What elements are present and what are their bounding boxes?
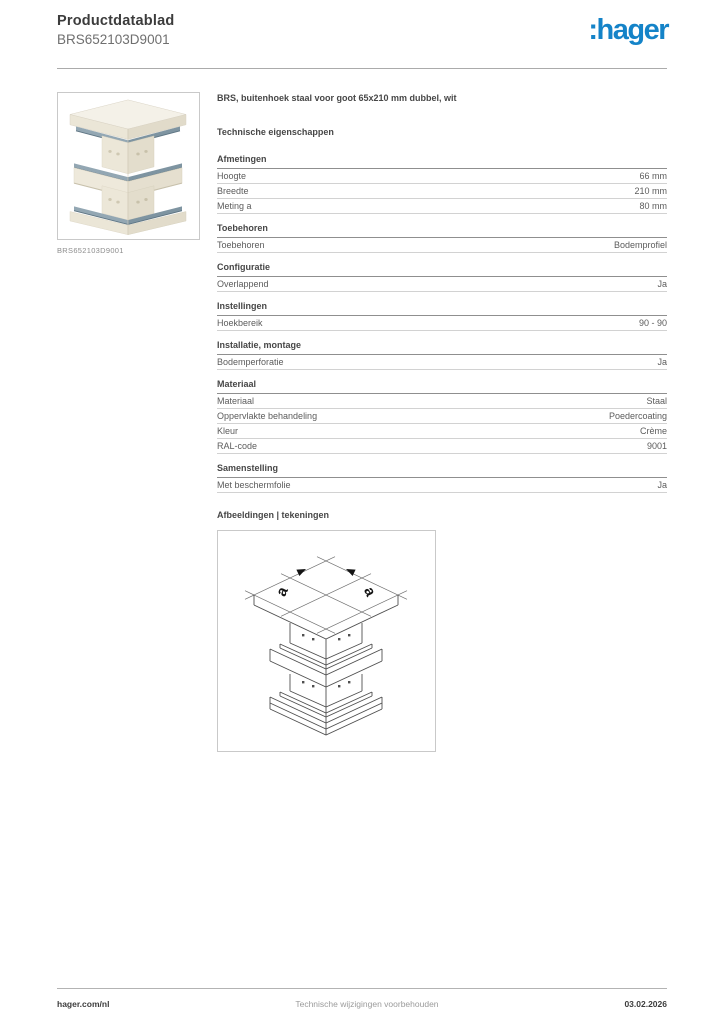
spec-value: 9001 [646, 441, 667, 451]
spec-row [217, 184, 667, 199]
spec-value: Ja [657, 357, 667, 367]
header-divider [57, 68, 667, 69]
spec-label: Hoogte [217, 171, 247, 181]
spec-sections [217, 154, 667, 493]
spec-section-title: Materiaal [217, 379, 667, 394]
spec-value: Staal [646, 396, 667, 406]
spec-row [217, 424, 667, 439]
dimension-label-right: a [360, 584, 380, 600]
spec-row [217, 394, 667, 409]
spec-label: Meting a [217, 201, 252, 211]
dimension-arrow-left [296, 569, 306, 576]
spec-section [217, 301, 667, 331]
spec-section [217, 223, 667, 253]
spec-row [217, 316, 667, 331]
spec-section [217, 262, 667, 292]
spec-section-title: Samenstelling [217, 463, 667, 478]
spec-section-title: Toebehoren [217, 223, 667, 238]
product-code: BRS652103D9001 [57, 32, 170, 47]
spec-section [217, 379, 667, 454]
spec-label: Overlappend [217, 279, 269, 289]
spec-value: Bodemprofiel [613, 240, 667, 250]
spec-label: Bodemperforatie [217, 357, 284, 367]
spec-value: Crème [639, 426, 667, 436]
spec-section [217, 463, 667, 493]
technical-drawing-svg [218, 531, 435, 751]
spec-section [217, 340, 667, 370]
spec-row [217, 238, 667, 253]
spec-label: Breedte [217, 186, 249, 196]
spec-label: Oppervlakte behandeling [217, 411, 318, 421]
footer-website: hager.com/nl [57, 999, 110, 1009]
spec-row [217, 277, 667, 292]
dimension-arrow-right [346, 569, 356, 576]
spec-section-title: Afmetingen [217, 154, 667, 169]
spec-row [217, 478, 667, 493]
spec-section [217, 154, 667, 214]
spec-value: Ja [657, 480, 667, 490]
product-image [57, 92, 200, 240]
spec-label: Toebehoren [217, 240, 265, 250]
spec-row [217, 409, 667, 424]
tech-section-title: Technische eigenschappen [217, 127, 334, 137]
spec-section-title: Instellingen [217, 301, 667, 316]
product-image-caption: BRS652103D9001 [57, 246, 124, 255]
spec-value: Ja [657, 279, 667, 289]
spec-value: 66 mm [639, 171, 667, 181]
spec-section-title: Configuratie [217, 262, 667, 277]
content-column [217, 92, 667, 752]
spec-row [217, 439, 667, 454]
product-photo-rendering [58, 93, 199, 239]
technical-drawing [217, 530, 436, 752]
spec-value: 80 mm [639, 201, 667, 211]
images-section-title: Afbeeldingen | tekeningen [217, 510, 330, 520]
spec-row [217, 169, 667, 184]
footer [57, 999, 667, 1009]
spec-value: 210 mm [634, 186, 667, 196]
footer-disclaimer: Technische wijzigingen voorbehouden [295, 999, 439, 1009]
spec-label: Met beschermfolie [217, 480, 291, 490]
footer-divider [57, 988, 667, 989]
hager-logo: :hager [588, 14, 668, 46]
product-title: BRS, buitenhoek staal voor goot 65x210 mm dubbel, wit [217, 93, 457, 103]
dimension-label-left: a [272, 584, 292, 600]
spec-label: Kleur [217, 426, 239, 436]
spec-label: RAL-code [217, 441, 258, 451]
footer-date: 03.02.2026 [624, 999, 667, 1009]
spec-label: Hoekbereik [217, 318, 263, 328]
spec-row [217, 355, 667, 370]
spec-value: 90 - 90 [638, 318, 667, 328]
page-title: Productdatablad [57, 13, 175, 29]
spec-row [217, 199, 667, 214]
spec-label: Materiaal [217, 396, 255, 406]
spec-value: Poedercoating [608, 411, 667, 421]
spec-section-title: Installatie, montage [217, 340, 667, 355]
